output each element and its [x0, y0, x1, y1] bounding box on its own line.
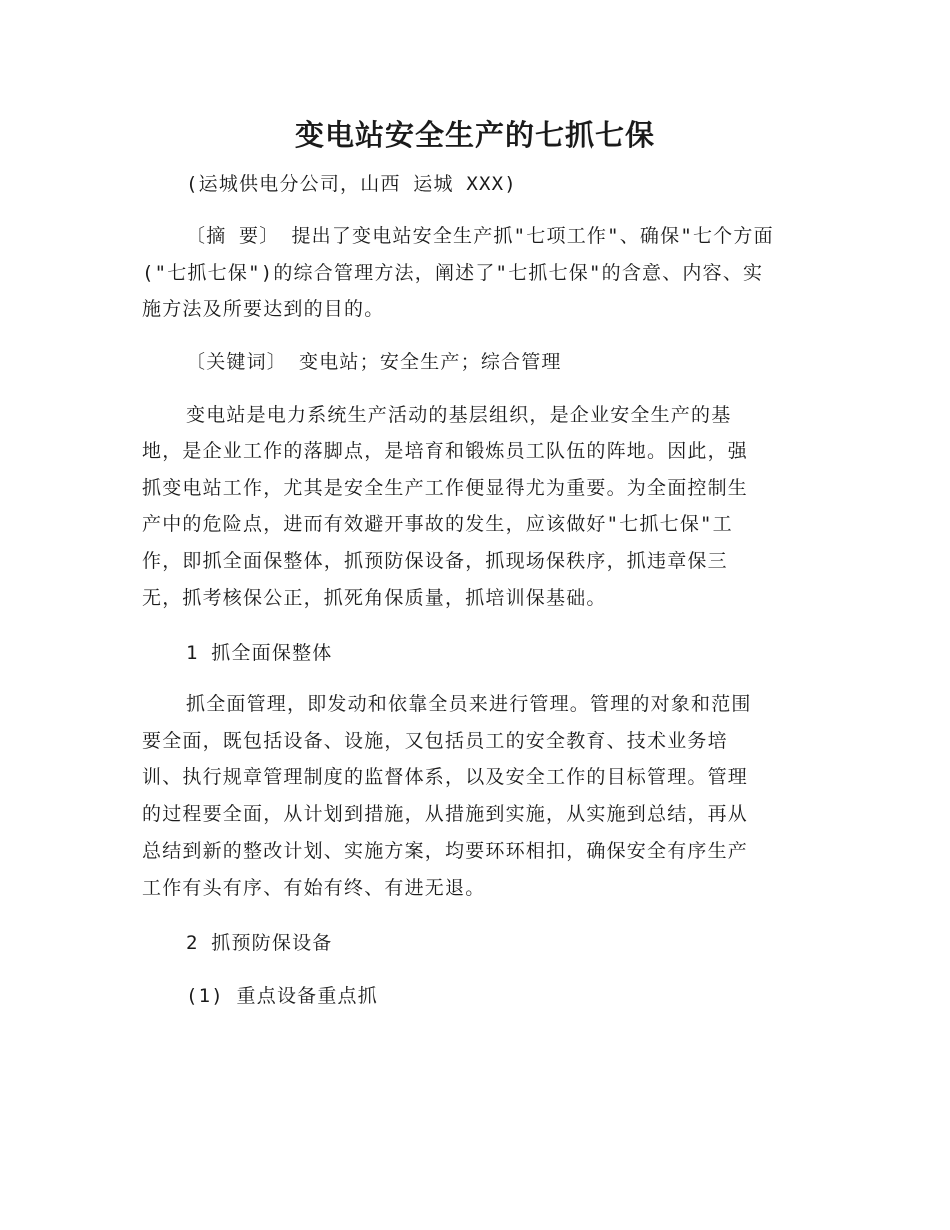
section-1-line-3: 训、执行规章管理制度的监督体系，以及安全工作的目标管理。管理: [142, 766, 749, 788]
section-1-line-4: 的过程要全面，从计划到措施，从措施到实施，从实施到总结，再从: [142, 803, 749, 825]
abstract-text-line-1: 提出了变电站安全生产抓"七项工作"、确保"七个方面: [291, 225, 774, 247]
intro-line-6: 无，抓考核保公正，抓死角保质量，抓培训保基础。: [142, 587, 607, 609]
section-1-line-6: 工作有头有序、有始有终、有进无退。: [142, 877, 486, 899]
section-2-heading: 2 抓预防保设备: [186, 932, 333, 954]
section-2-subheading-1: (1) 重点设备重点抓: [186, 985, 378, 1007]
keywords-label: 〔关键词〕: [186, 351, 288, 373]
section-1-line-1: 抓全面管理，即发动和依靠全员来进行管理。管理的对象和范围: [186, 693, 752, 715]
intro-line-5: 作，即抓全面保整体，抓预防保设备，抓现场保秩序，抓违章保三: [142, 550, 728, 572]
intro-line-1: 变电站是电力系统生产活动的基层组织，是企业安全生产的基: [186, 404, 732, 426]
author-affiliation: (运城供电分公司，山西 运城 XXX): [186, 173, 517, 195]
intro-line-2: 地，是企业工作的落脚点，是培育和锻炼员工队伍的阵地。因此，强: [142, 440, 749, 462]
keywords-line: [186, 350, 562, 374]
section-1-line-2: 要全面，既包括设备、设施，又包括员工的安全教育、技术业务培: [142, 730, 728, 752]
keywords-text: 变电站；安全生产；综合管理: [299, 351, 562, 373]
abstract-text-line-3: 施方法及所要达到的目的。: [142, 298, 385, 320]
intro-line-3: 抓变电站工作，尤其是安全生产工作便显得尤为重要。为全面控制生: [142, 477, 749, 499]
document-title: 变电站安全生产的七抓七保: [294, 118, 655, 152]
section-1-heading: 1 抓全面保整体: [186, 642, 333, 664]
section-1-line-5: 总结到新的整改计划、实施方案，均要环环相扣，确保安全有序生产: [142, 840, 749, 862]
abstract-text-line-2: ("七抓七保")的综合管理方法，阐述了"七抓七保"的含意、内容、实: [142, 262, 764, 284]
abstract-label: 〔摘 要〕: [186, 225, 280, 247]
intro-line-4: 产中的危险点，进而有效避开事故的发生，应该做好"七抓七保"工: [142, 513, 733, 535]
abstract-first-line: [186, 224, 774, 248]
